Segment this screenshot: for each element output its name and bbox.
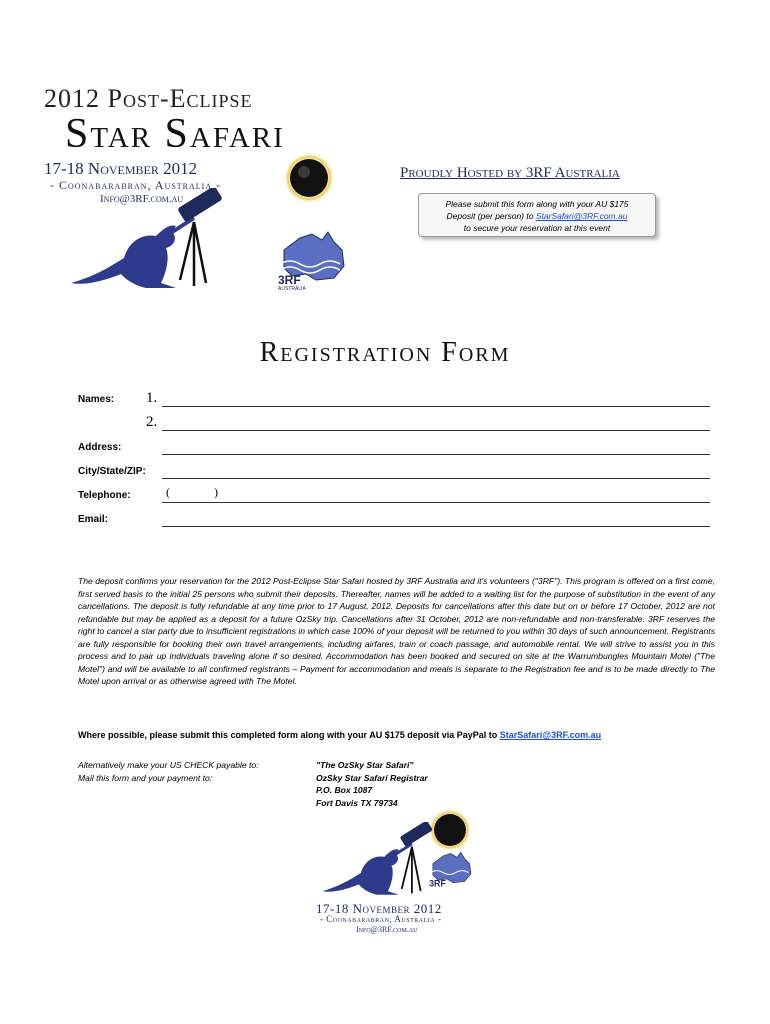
event-location: - Coonabarabran, Australia - [50, 178, 222, 192]
names-label: Names: [78, 394, 115, 405]
event-title: Star Safari [65, 111, 285, 157]
deposit-notice-box [418, 193, 656, 237]
hosted-by-heading: Proudly Hosted by 3RF Australia [400, 165, 620, 181]
name-1-field[interactable] [162, 406, 710, 407]
3rf-australia-logo [270, 228, 352, 292]
registration-form-title: Registration Form [259, 337, 511, 368]
payee-name: "The OzSky Star Safari" [316, 760, 414, 770]
email-label: Email: [78, 514, 109, 525]
notice-email-link[interactable]: StarSafari@3RF.com.au [535, 211, 628, 221]
footer-logo-text: 3RF [429, 878, 446, 889]
notice-line-1: Please submit this form along with your AU $175 [445, 199, 629, 209]
phone-area-close: ) [214, 485, 218, 499]
alternative-payment-text [78, 759, 259, 784]
footer-dates: 17-18 November 2012 [316, 901, 442, 916]
mailing-address [316, 759, 428, 809]
deposit-terms-paragraph: The deposit confirms your reservation for the 2012 Post-Eclipse Star Safari hosted by 3RF Australia and it's volunteers ("3RF"). This program is offered on a first come, first served basis to the initial 25 persons who submit their deposits. Thereafter, names will be added to a waiting list for the purpose of substitution in the event of any cancellations. The deposit is fully refundable at any time prior to 17 August, 2012. Deposits for cancellations after this date but on or before 17 October, 2012 are not refundable but may be applied as a deposit for a future OzSky trip. Cancellations after 31 October, 2012 are non-refundable and non-transferable. 3RF reserves the right to cancel a star party due to insufficient registrations in which case 100% of your deposit will be returned to you within 30 days of such announcement. Registrants are fully responsible for booking their own travel arrangements, including airfares, train or coach passage, and automobile rental. We will strive to assist you in this process and to pair up individuals traveling alone if so desired. Accommodation has been booked and secured on site at the Warrumbungles Mountain Motel ("The Motel") and will be available to all confirmed registrants – Payment for accommodation and meals is separate to the Registration fee and is to be made directly to The Motel upon arrival or as otherwise agreed with The Motel. [78, 576, 715, 686]
name-2-number: 2. [146, 414, 158, 430]
mail-form-line: Mail this form and your payment to: [78, 772, 213, 783]
phone-area-open: ( [166, 485, 170, 499]
city-line: Fort Davis TX 79734 [316, 797, 398, 808]
logo-subtext: AUSTRALIA [278, 286, 306, 292]
city-state-zip-label: City/State/ZIP: [78, 466, 146, 477]
name-1-number: 1. [146, 390, 158, 406]
paypal-email-link[interactable]: StarSafari@3RF.com.au [499, 730, 602, 740]
check-payable-line: Alternatively make your US CHECK payable to: [78, 760, 259, 770]
event-dates: 17-18 November 2012 [44, 159, 198, 178]
kangaroo-telescope-logo [66, 188, 226, 298]
registrar-name: OzSky Star Safari Registrar [316, 772, 428, 783]
po-box: P.O. Box 1087 [316, 785, 373, 795]
footer-kangaroo-telescope-logo [312, 822, 442, 902]
notice-line-3: to secure your reservation at this event [463, 223, 611, 233]
city-state-zip-field[interactable] [162, 478, 710, 479]
email-field[interactable] [162, 526, 710, 527]
name-2-field[interactable] [162, 430, 710, 431]
event-subtitle: 2012 Post-Eclipse [44, 84, 253, 113]
event-email: Info@3RF.com.au [100, 193, 184, 205]
telephone-label: Telephone: [78, 490, 131, 501]
paypal-instruction: Where possible, please submit this completed form along with your AU $175 deposit via PayPal to StarSafari@3RF.com.au [78, 730, 602, 740]
logo-text: 3RF [278, 273, 301, 287]
footer-3rf-logo [424, 848, 476, 892]
telephone-field[interactable] [162, 502, 710, 503]
footer-location: - Coonabarabran, Australia - [320, 914, 442, 924]
notice-line-2: Deposit (per person) to StarSafari@3RF.com.au [446, 211, 628, 221]
footer-email: Info@3RF.com.au [356, 925, 418, 934]
address-field[interactable] [162, 454, 710, 455]
eclipse-icon [283, 152, 335, 204]
address-label: Address: [78, 442, 122, 453]
